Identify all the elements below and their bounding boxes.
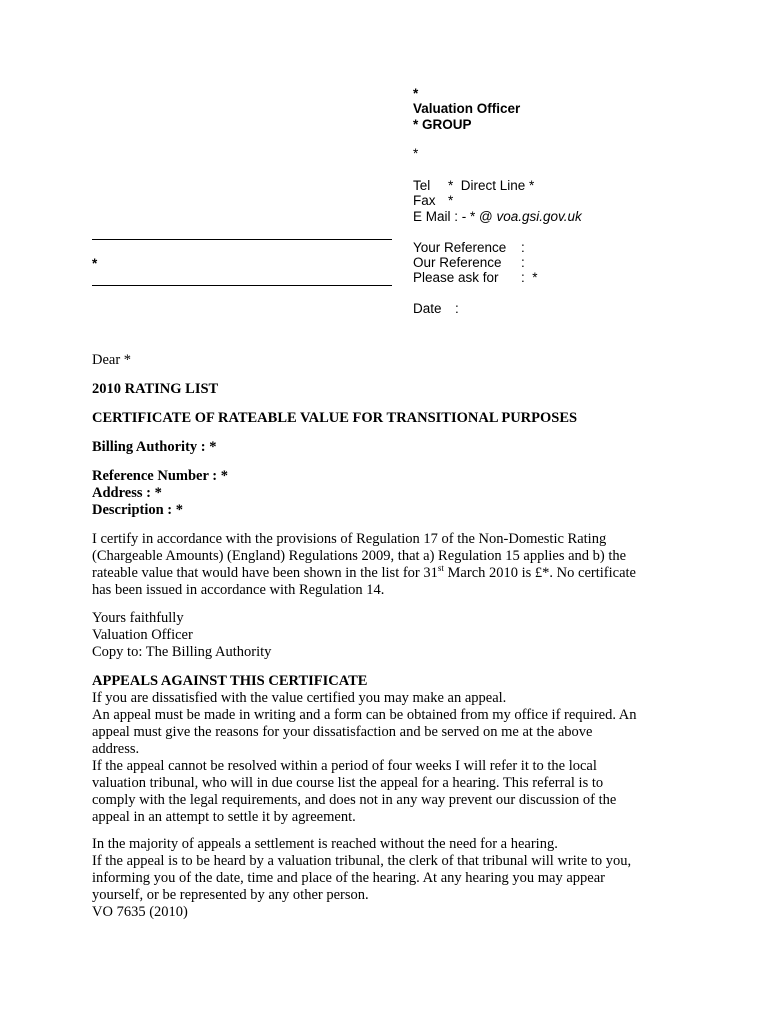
your-reference-row — [413, 240, 525, 255]
office-group: * GROUP — [413, 117, 472, 132]
appeals-line: address. — [92, 741, 140, 757]
appeals-line: appeal must give the reasons for your dissatisfaction and be served on me at the above — [92, 724, 593, 740]
our-reference-value: : — [521, 255, 525, 270]
reference-number: Reference Number : * — [92, 468, 228, 484]
appeals-line: An appeal must be made in writing and a form can be obtained from my office if required. An — [92, 707, 637, 723]
signoff-block — [92, 610, 692, 661]
appeals-line: valuation tribunal, who will in due course list the appeal for a hearing. This referral is to — [92, 775, 604, 791]
our-reference-row — [413, 255, 525, 270]
date-value: : — [455, 301, 459, 316]
our-reference-label: Our Reference — [413, 255, 502, 270]
appeals-line: If you are dissatisfied with the value certified you may make an appeal. — [92, 690, 507, 706]
date-label: Date — [413, 301, 442, 316]
appeals-paragraph-1 — [92, 690, 692, 826]
recipient-top-rule — [92, 239, 392, 240]
appeals-line: appeal in an attempt to settle it by agreement. — [92, 809, 356, 825]
appeals-line: In the majority of appeals a settlement is reached without the need for a hearing. — [92, 836, 558, 852]
ask-for-row — [413, 270, 538, 285]
fax-label: Fax — [413, 193, 436, 208]
billing-authority: Billing Authority : * — [92, 439, 217, 455]
certification-line: (Chargeable Amounts) (England) Regulations 2009, that a) Regulation 15 applies and b) the — [92, 548, 627, 564]
ask-for-label: Please ask for — [413, 270, 499, 285]
salutation: Dear * — [92, 352, 132, 368]
recipient-bottom-rule — [92, 285, 392, 286]
ordinal-suffix: st — [437, 563, 444, 574]
email-domain: voa.gsi.gov.uk — [496, 209, 582, 224]
appeals-line: comply with the legal requirements, and does not in any way prevent our discussion of the — [92, 792, 617, 808]
signoff-title: Valuation Officer — [92, 627, 193, 643]
appeals-paragraph-2 — [92, 836, 692, 904]
certification-paragraph — [92, 531, 692, 599]
tel-label: Tel — [413, 178, 431, 193]
signoff-closing: Yours faithfully — [92, 610, 184, 626]
property-address: Address : * — [92, 485, 162, 501]
office-address: * — [413, 146, 419, 161]
ask-for-value: : * — [521, 270, 538, 285]
tel-row — [413, 178, 534, 193]
heading-certificate: CERTIFICATE OF RATEABLE VALUE FOR TRANSITIONAL PURPOSES — [92, 410, 578, 426]
appeals-line: yourself, or be represented by any other person. — [92, 887, 369, 903]
appeals-line: informing you of the date, time and place of the hearing. At any hearing you may appear — [92, 870, 605, 886]
fax-row — [413, 193, 453, 208]
date-row — [413, 301, 459, 316]
direct-line: Direct Line * — [460, 178, 535, 193]
office-line1: * — [413, 86, 419, 101]
tel-value: * — [448, 178, 454, 193]
copy-to: Copy to: The Billing Authority — [92, 644, 272, 660]
heading-rating-list: 2010 RATING LIST — [92, 381, 219, 397]
email-row — [413, 209, 582, 224]
appeals-line: If the appeal cannot be resolved within a period of four weeks I will refer it to the local — [92, 758, 597, 774]
property-description: Description : * — [92, 502, 184, 518]
appeals-heading: APPEALS AGAINST THIS CERTIFICATE — [92, 673, 368, 689]
recipient-address: * — [92, 256, 98, 271]
your-reference-label: Your Reference — [413, 240, 507, 255]
your-reference-value: : — [521, 240, 525, 255]
appeals-line: If the appeal is to be heard by a valuation tribunal, the clerk of that tribunal will write to you, — [92, 853, 632, 869]
certification-line: rateable value that would have been shown in the list for 31st March 2010 is £*. No certificate — [92, 563, 636, 581]
fax-value: * — [448, 193, 454, 208]
form-code: VO 7635 (2010) — [92, 904, 188, 920]
certification-line: I certify in accordance with the provisions of Regulation 17 of the Non-Domestic Rating — [92, 531, 607, 547]
email-prefix: E Mail : - * @ — [413, 209, 493, 224]
office-title: Valuation Officer — [413, 101, 521, 116]
certification-line: has been issued in accordance with Regulation 14. — [92, 582, 385, 598]
